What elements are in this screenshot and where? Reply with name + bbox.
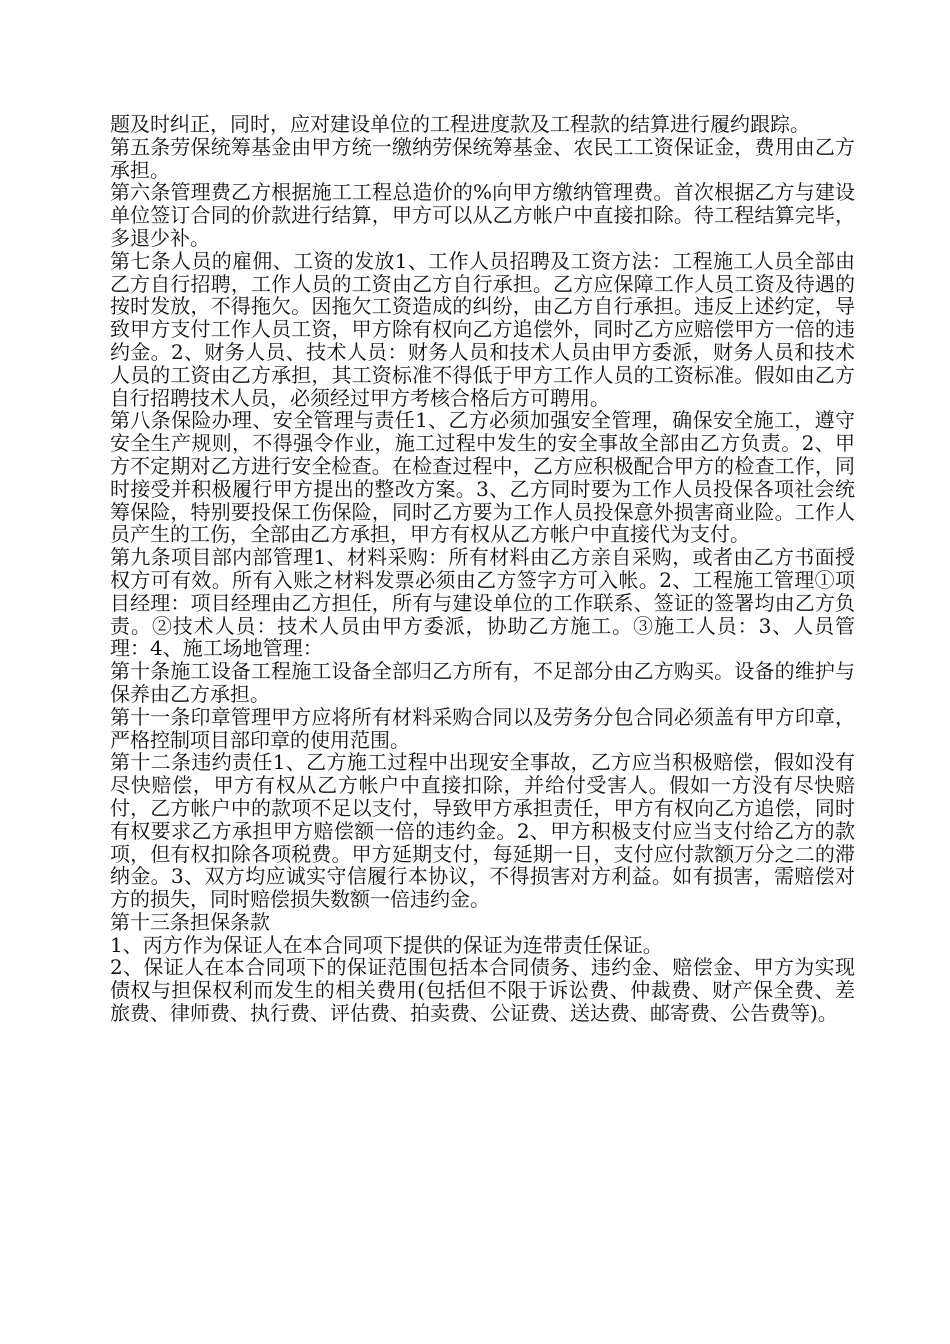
paragraph-article-11: 第十一条印章管理甲方应将所有材料采购合同以及劳务分包合同必须盖有甲方印章，严格控制项目部印章的使用范围。 [110, 704, 855, 752]
paragraph-article-13-heading: 第十三条担保条款 [110, 909, 270, 934]
paragraph-article-10: 第十条施工设备工程施工设备全部归乙方所有，不足部分由乙方购买。设备的维护与保养由乙方承担。 [110, 659, 855, 706]
paragraph-article-5: 第五条劳保统筹基金由甲方统一缴纳劳保统筹基金、农民工工资保证金，费用由乙方承担。 [110, 134, 855, 182]
paragraph-article-13-item-2: 2、保证人在本合同项下的保证范围包括本合同债务、违约金、赔偿金、甲方为实现债权与担保权利而发生的相关费用(包括但不限于诉讼费、仲裁费、财产保全费、差旅费、律师费、执行费、评估费、拍卖费、公证费、送达费、邮寄费、公告费等)。 [110, 955, 855, 1026]
paragraph-article-6: 第六条管理费乙方根据施工工程总造价的%向甲方缴纳管理费。首次根据乙方与建设单位签订合同的价款进行结算，甲方可以从乙方帐户中直接扣除。待工程结算完毕，多退少补。 [110, 180, 855, 250]
document-body [110, 113, 855, 1025]
paragraph-article-12: 第十二条违约责任1、乙方施工过程中出现安全事故，乙方应当积极赔偿，假如没有尽快赔偿，甲方有权从乙方帐户中直接扣除，并给付受害人。假如一方没有尽快赔付，乙方帐户中的款项不足以支付，导致甲方承担责任，甲方有权向乙方追偿，同时有权要求乙方承担甲方赔偿额一倍的违约金。2、甲方积极支付应当支付给乙方的款项，但有权扣除各项税费。甲方延期支付，每延期一日，支付应付款额万分之二的滞纳金。3、双方均应诚实守信履行本协议，不得损害对方利益。如有损害，需赔偿对方的损失，同时赔偿损失数额一倍违约金。 [110, 750, 855, 912]
paragraph-article-9: 第九条项目部内部管理1、材料采购：所有材料由乙方亲自采购，或者由乙方书面授权方可有效。所有入账之材料发票必须由乙方签字方可入帐。2、工程施工管理①项目经理：项目经理由乙方担任，所有与建设单位的工作联系、签证的签署均由乙方负责。②技术人员：技术人员由甲方委派，协助乙方施工。③施工人员：3、人员管理：4、施工场地管理： [110, 545, 855, 661]
paragraph-article-7: 第七条人员的雇佣、工资的发放1、工作人员招聘及工资方法：工程施工人员全部由乙方自行招聘，工作人员的工资由乙方自行承担。乙方应保障工作人员工资及待遇的按时发放，不得拖欠。因拖欠工资造成的纠纷，由乙方自行承担。违反上述约定，导致甲方支付工作人员工资，甲方除有权向乙方追偿外，同时乙方应赔偿甲方一倍的违约金。2、财务人员、技术人员：财务人员和技术人员由甲方委派，财务人员和技术人员的工资由乙方承担，其工资标准不得低于甲方工作人员的工资标准。假如由乙方自行招聘技术人员，必须经过甲方考核合格后方可聘用。 [110, 248, 855, 410]
paragraph-tracking: 题及时纠正，同时，应对建设单位的工程进度款及工程款的结算进行履约跟踪。 [110, 112, 810, 136]
paragraph-article-8: 第八条保险办理、安全管理与责任1、乙方必须加强安全管理，确保安全施工，遵守安全生产规则，不得强令作业，施工过程中发生的安全事故全部由乙方负责。2、甲方不定期对乙方进行安全检查。在检查过程中，乙方应积极配合甲方的检查工作，同时接受并积极履行甲方提出的整改方案。3、乙方同时要为工作人员投保各项社会统筹保险，特别要投保工伤保险，同时乙方要为工作人员投保意外损害商业险。工作人员产生的工伤，全部由乙方承担，甲方有权从乙方帐户中直接代为支付。 [110, 408, 855, 547]
paragraph-article-13-item-1: 1、丙方作为保证人在本合同项下提供的保证为连带责任保证。 [110, 932, 663, 957]
